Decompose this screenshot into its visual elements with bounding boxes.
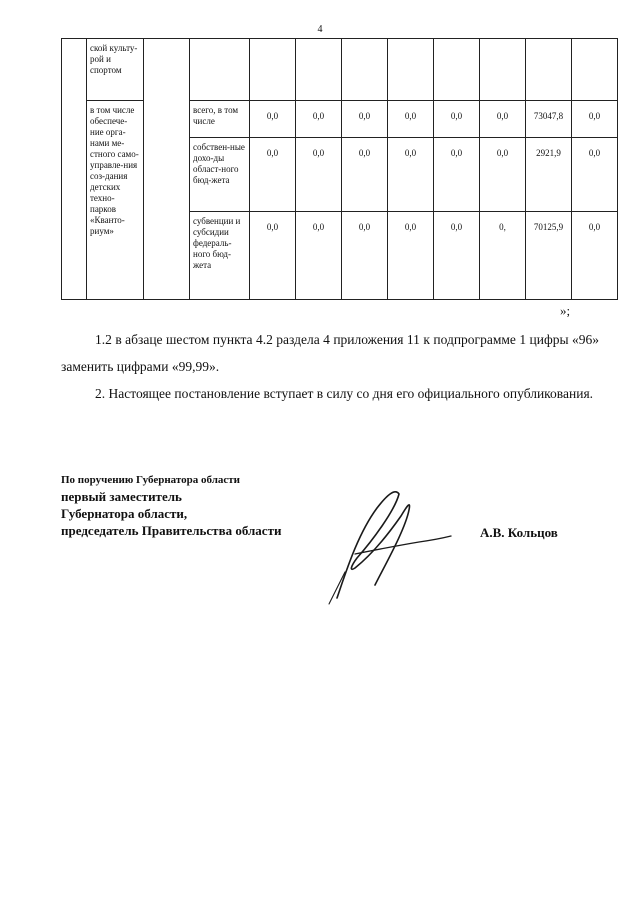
table-cell: 0,0: [480, 138, 526, 212]
table-cell: 0,: [480, 212, 526, 300]
table-cell: 0,0: [296, 212, 342, 300]
table-cell: 0,0: [434, 101, 480, 138]
table-cell: [144, 39, 190, 300]
signature-block: [61, 473, 281, 539]
table-cell: [342, 39, 388, 101]
table-cell: ской культу-рой и спортом: [87, 39, 144, 101]
table-cell: 0,0: [572, 212, 618, 300]
table-cell: 0,0: [388, 212, 434, 300]
table-cell: [572, 39, 618, 101]
table-cell: [250, 39, 296, 101]
table-cell: 70125,9: [526, 212, 572, 300]
table-cell: 0,0: [572, 101, 618, 138]
budget-table: [61, 38, 618, 300]
table-cell: 73047,8: [526, 101, 572, 138]
table-cell: [526, 39, 572, 101]
table-cell: [62, 39, 87, 300]
closing-quote: »;: [560, 303, 571, 318]
table-cell: 2921,9: [526, 138, 572, 212]
table-cell: 0,0: [434, 138, 480, 212]
table-cell: 0,0: [250, 101, 296, 138]
table-cell: [190, 39, 250, 101]
table-cell: 0,0: [342, 101, 388, 138]
table-cell: 0,0: [296, 101, 342, 138]
signatory-position: Губернатора области,: [61, 506, 188, 521]
table-cell: 0,0: [342, 212, 388, 300]
table-cell: 0,0: [250, 212, 296, 300]
table-cell: [388, 39, 434, 101]
group-label: в том числе обеспече-ние орга-нами ме-стного само-управле-ния соз-дания детских техно-парков «Кванто-риум»: [87, 101, 144, 300]
row-label: всего, в том числе: [190, 101, 250, 138]
amendment-paragraph: 1.2 в абзаце шестом пункта 4.2 раздела 4 приложения 11 к подпрограмме 1 цифры «96» заменить цифрами «99,99».: [61, 332, 599, 374]
table-cell: 0,0: [250, 138, 296, 212]
row-label: субвенции и субсидии федераль-ного бюд-жета: [190, 212, 250, 300]
table-cell: 0,0: [434, 212, 480, 300]
signatory-position: председатель Правительства области: [61, 523, 282, 538]
signatory-mandate: По поручению Губернатора области: [61, 474, 241, 486]
table-cell: 0,0: [296, 138, 342, 212]
table-cell: [296, 39, 342, 101]
page-number: 4: [317, 24, 323, 35]
table-cell: 0,0: [572, 138, 618, 212]
row-label: собствен-ные дохо-ды област-ного бюд-жета: [190, 138, 250, 212]
table-cell: [480, 39, 526, 101]
signatory-position: первый заместитель: [61, 489, 182, 504]
table-row: [62, 39, 618, 101]
handwritten-signature: [315, 480, 455, 605]
signer-name: А.В. Кольцов: [480, 525, 558, 540]
table-cell: [434, 39, 480, 101]
table-cell: 0,0: [480, 101, 526, 138]
table-cell: 0,0: [388, 138, 434, 212]
table-cell: 0,0: [342, 138, 388, 212]
table-cell: 0,0: [388, 101, 434, 138]
effective-date-paragraph: 2. Настоящее постановление вступает в силу со дня его официального опубликования.: [95, 386, 594, 401]
